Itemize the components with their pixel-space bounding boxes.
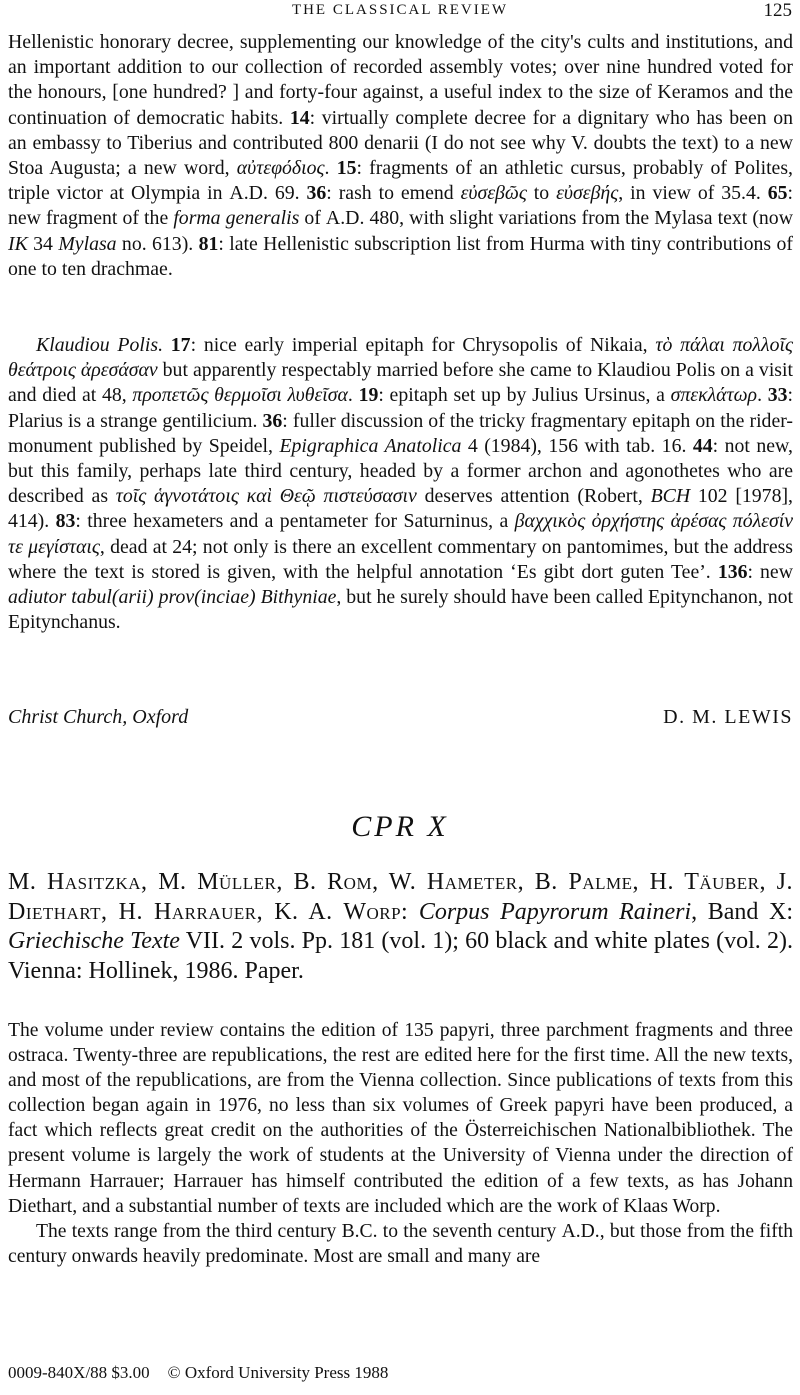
greek-quote: τὸ πάλαι πολλοῖς θεάτροις ἀρεσάσαν <box>8 334 793 382</box>
klaudiou-paragraph <box>8 333 793 635</box>
text-run: virtually complete decree for a dignitary who has been on an embassy to Tiberius and contributed 800 denarii (I do not see why V. doubts the text) to a new Stoa Augusta; a new word, <box>8 106 793 180</box>
greek-quote: προπετῶς θερμοῖσι λυθεῖσα <box>132 384 348 407</box>
review-paragraph: The volume under review contains the edition of 135 papyri, three parchment fragments and three ostraca. Twenty-three are republications, the rest are edited here for the first time. All the new texts, and most of the republications, are from the Vienna collection. Since publications of texts from this collection began again in 1976, no less than six volumes of Greek papyri have been produced, a fact which reflects great credit on the authorities of the Österreichischen Nationalbibliothek. The present volume is largely the work of students at the University of Vienna under the direction of Hermann Harrauer; Harrauer has himself contributed the edition of a few texts, as has Johann Diethart, and a substantial number of texts are included which are the work of Klaas Worp. <box>8 1020 793 1217</box>
entry-number: 83 <box>55 510 76 533</box>
entry-number: 36 <box>306 182 327 205</box>
greek-quote: βαχχικὸς ὀρχήστης ἀρέσας πόλεσίν τε μεγίσταις <box>8 510 794 558</box>
text-run: . <box>324 157 330 180</box>
review-paragraph <box>8 1219 793 1269</box>
bibliographic-entry <box>8 868 793 986</box>
text-run: : not new, but this family, perhaps late third century, headed by a former archon and agonothetes who are described as <box>8 434 793 508</box>
text-run: , in view of 35.4. <box>618 182 761 205</box>
keramos-section <box>8 30 793 282</box>
text-run: , Band X: <box>691 898 794 925</box>
text-run: The texts range from the third century <box>36 1220 337 1242</box>
text-run: 34 <box>33 232 53 255</box>
section-title: CPR X <box>351 810 449 843</box>
issn-price: 0009-840X/88 $3.00 <box>8 1363 150 1382</box>
book-title: Corpus Papyrorum Raineri <box>418 898 692 925</box>
text-run: : new <box>747 560 794 583</box>
entry-number: 15 <box>336 157 357 180</box>
text-run: : rash to emend <box>326 182 454 205</box>
entry-number: 14 <box>289 106 310 129</box>
text-run: : late Hellenistic subscription list from Hurma with tiny contributions of one to ten drachmae. <box>8 232 793 280</box>
italic-title: Mylasa <box>58 232 117 255</box>
text-run: but apparently respectably married before she came to Klaudiou Polis on a visit and died at 48, <box>8 359 793 407</box>
italic-title: BCH <box>650 485 691 508</box>
era-abbrev: B.C. <box>341 1220 378 1242</box>
text-run: to the seventh century <box>382 1220 557 1242</box>
text-run: . <box>757 384 763 407</box>
text-run: no. 613). <box>121 232 194 255</box>
era-abbrev: A.D. <box>229 182 268 205</box>
text-run: : fragments of an athletic cursus, probably of Polites, triple victor at Olympia in <box>8 157 793 205</box>
book-details: VII. 2 vols. Pp. 181 (vol. 1); 60 black and white plates (vol. 2). Vienna: Hollinek, 1986. Paper. <box>8 928 793 984</box>
entry-number: 36 <box>262 409 283 432</box>
entry-number: 44 <box>692 434 713 457</box>
text-run: . <box>347 384 353 407</box>
text-run: 4 (1984), 156 with tab. 16. <box>467 434 687 457</box>
signature-place: Christ Church, Oxford <box>8 706 189 728</box>
book-subtitle: Griechische Texte <box>8 928 180 954</box>
text-run: to <box>533 182 550 205</box>
text-run: 480, with slight variations from the Mylasa text (now <box>369 207 793 230</box>
entry-number: 17 <box>170 334 191 356</box>
klaudiou-section <box>8 333 793 635</box>
italic-title: adiutor tabul(arii) prov(inciae) Bithyniae <box>8 586 337 609</box>
italic-title: IK <box>8 232 28 255</box>
text-run: : fuller discussion of the tricky fragmentary epitaph on the rider-monument published by Speidel, <box>8 409 794 457</box>
text-run: 102 [1978], 414). <box>8 485 793 533</box>
italic-title: Epigraphica Anatolica <box>279 434 462 457</box>
running-head <box>0 0 800 24</box>
entry-number: 19 <box>358 384 379 407</box>
text-run: : Plarius is a strange gentilicium. <box>8 384 793 432</box>
era-abbrev: A.D. <box>325 207 365 230</box>
text-run: : nice early imperial epitaph for Chrysopolis of Nikaia, <box>190 334 648 356</box>
review-body <box>8 1018 793 1269</box>
keramos-paragraph: Hellenistic honorary decree, supplementing our knowledge of the city's cults and institutions, and an important addition to our collection of recorded assembly votes; over nine hundred voted for the honours, [one hundred? ] and forty-four against, a useful index to the size of Keramos and the continuation of democratic habits. 14: virtually complete decree for a dignitary who has been on an embassy to Tiberius and contributed 800 denarii (I do not see why V. doubts the text) to a new Stoa Augusta; a new word, αὐτεφόδιος. 15: fragments of an athletic cursus, probably of Polites, triple victor at Olympia in A.D. 69. 36: rash to emend εὐσεβῶς to εὐσεβής, in view of 35.4. 65: new fragment of the forma generalis of A.D. 480, with slight variations from the Mylasa text (now IK 34 Mylasa no. 613). 81: late Hellenistic subscription list from Hurma with tiny contributions of one to ten drachmae. <box>8 31 794 280</box>
era-abbrev: A.D. <box>561 1220 600 1242</box>
greek-term: αὐτεφόδιος <box>236 157 325 180</box>
greek-term: εὐσεβής <box>556 182 619 205</box>
signature-name: D. M. LEWIS <box>663 706 793 728</box>
text-run: , dead at 24; not only is there an excellent commentary on pantomimes, but the address where the text is stored is given, with the helpful annotation ‘Es gibt dort guten Tee’. <box>8 535 794 583</box>
greek-quote: τοῖς ἁγνοτάτοις καὶ Θεῷ πιστεύσασιν <box>115 485 417 508</box>
text-run: : new fragment of the <box>8 182 794 230</box>
entry-number: 65 <box>767 182 788 205</box>
entry-number: 81 <box>198 232 219 255</box>
text-run: : three hexameters and a pentameter for Saturninus, a <box>75 510 509 533</box>
greek-term: εὐσεβῶς <box>460 182 527 205</box>
text-run: : epitaph set up by Julius Ursinus, a <box>378 384 665 407</box>
place-heading: Klaudiou Polis. <box>36 334 164 356</box>
page-number: 125 <box>763 0 792 21</box>
signature-line <box>8 706 793 734</box>
entry-number: 136 <box>717 560 748 583</box>
greek-term: σπεκλάτωρ <box>670 384 758 407</box>
text-run: of <box>304 207 321 230</box>
page-footer <box>8 1363 388 1383</box>
text-run: , but he surely should have been called Epitynchanon, not Epitynchanus. <box>8 586 794 634</box>
entry-number: 33 <box>767 384 788 407</box>
text-run: , but those from the fifth century onwards heavily predominate. Most are small and many are <box>8 1220 794 1267</box>
journal-title: THE CLASSICAL REVIEW <box>291 2 509 18</box>
text-run: deserves attention (Robert, <box>424 485 643 508</box>
italic-title: forma generalis <box>173 207 300 230</box>
copyright-notice: © Oxford University Press 1988 <box>167 1363 389 1382</box>
book-authors: M. Hasitzka, M. Müller, B. Rom, W. Hameter, B. Palme, H. Täuber, J. Diethart, H. Harrauer, K. A. Worp: <box>8 869 793 925</box>
text-run: Hellenistic honorary decree, supplementing our knowledge of the city's cults and institutions, and an important addition to our collection of recorded assembly votes; over nine hundred voted for the honours, [one hundred? ] and forty-four against, a useful index to the size of Keramos and the continuation of democratic habits. <box>8 31 793 129</box>
text-run: 69. <box>274 182 300 205</box>
